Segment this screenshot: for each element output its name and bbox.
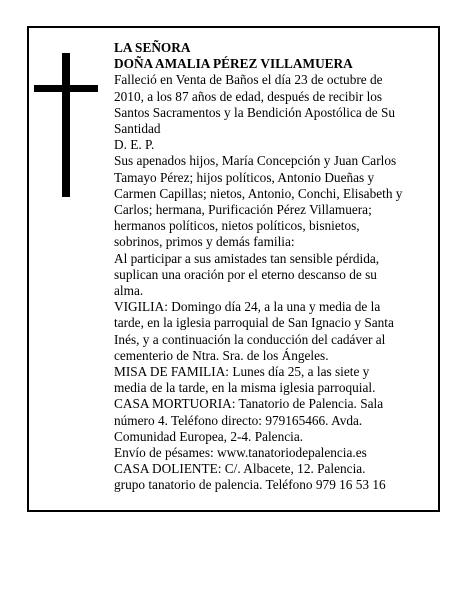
notice-title: LA SEÑORA	[114, 40, 191, 55]
prayer-request: Al participar a sus amistades tan sensible pérdida, suplican una oración por el eterno descanso de su alma.	[114, 250, 380, 299]
dep-text: D. E. P.	[114, 137, 155, 153]
deceased-name: DOÑA AMALIA PÉREZ VILLAMUERA	[114, 56, 353, 72]
obituary-text	[114, 40, 404, 494]
family-list: Sus apenados hijos, María Concepción y Juan Carlos Tamayo Pérez; hijos políticos, Antonio Dueñas y Carmen Capillas; nietos, Antonio, Conchi, Elisabeth y Carlos; hermana, Purificación Pérez Villamuera; hermanos políticos, nietos políticos, bisnietos, sobrinos, primos y demás familia:	[114, 153, 403, 250]
cross-vertical-bar	[62, 53, 70, 197]
cross-icon	[34, 53, 98, 197]
family-home-info: CASA DOLIENTE: C/. Albacete, 12. Palencia.	[114, 461, 366, 477]
funeral-home-info: CASA MORTUORIA: Tanatorio de Palencia. Sala número 4. Teléfono directo: 979165466. Avda. Comunidad Europea, 2-4. Palencia.	[114, 396, 384, 444]
mass-info: MISA DE FAMILIA: Lunes día 25, a las siete y media de la tarde, en la misma iglesia parroquial.	[114, 364, 376, 396]
death-info: Falleció en Venta de Baños el día 23 de octubre de 2010, a los 87 años de edad, después de recibir los Santos Sacramentos y la Bendición Apostólica de Su Santidad	[114, 72, 396, 137]
funeral-group-info: grupo tanatorio de palencia. Teléfono 979 16 53 16	[114, 477, 386, 493]
vigil-info: VIGILIA: Domingo día 24, a la una y media de la tarde, en la iglesia parroquial de San Ignacio y Santa Inés, y a continuación la conducción del cadáver al cementerio de Ntra. Sra. de los Ángeles.	[114, 299, 394, 363]
cross-horizontal-bar	[34, 85, 98, 92]
condolences-link: Envío de pésames: www.tanatoriodepalencia.es	[114, 445, 367, 461]
